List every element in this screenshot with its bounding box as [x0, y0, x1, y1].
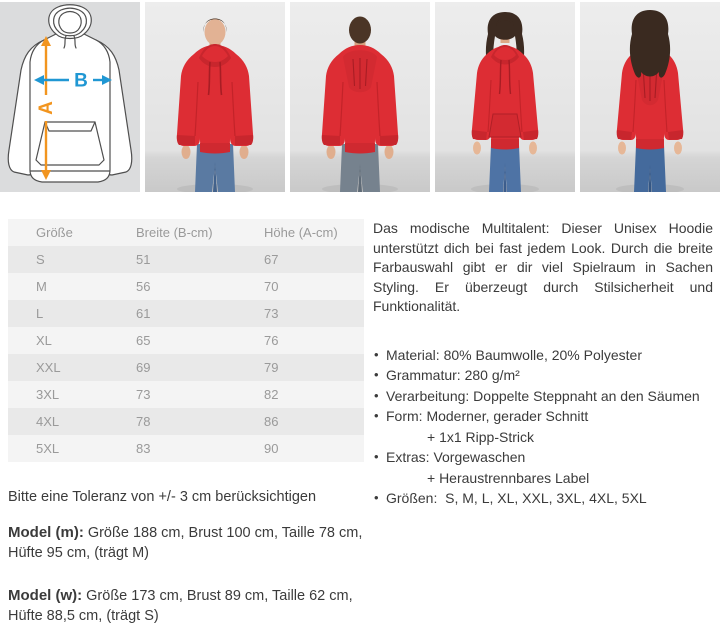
model-w-note: [8, 586, 364, 626]
hem-band: [491, 139, 519, 150]
feature-list: [373, 345, 713, 509]
model-m-text: Größe 188 cm, Brust 100 cm, Taille 78 cm, Hüfte 95 cm, (trägt M): [8, 525, 363, 561]
model-photo-woman-back[interactable]: [580, 2, 720, 192]
feature-extras-sub: + Heraustrennbares Label: [427, 469, 590, 486]
size-table: [8, 219, 364, 462]
model-w-text: Größe 173 cm, Brust 89 cm, Taille 62 cm, Hüfte 88,5 cm, (trägt S): [8, 588, 353, 624]
size-row-4xl: 4XL 78 86: [8, 408, 364, 435]
woman-front-photo: [435, 2, 575, 192]
size-row-3xl: 3XL 73 82: [8, 381, 364, 408]
model-photo-man-front[interactable]: [145, 2, 285, 192]
feature-form-sub: + 1x1 Ripp-Strick: [427, 428, 534, 445]
product-image-gallery: [0, 0, 720, 192]
model-photo-woman-front[interactable]: [435, 2, 575, 192]
size-row-s: S 51 67: [8, 246, 364, 273]
feature-verarbeitung: • Verarbeitung: Doppelte Steppnaht an den Säumen: [373, 386, 713, 407]
feature-grammatur: • Grammatur: 280 g/m²: [373, 365, 713, 386]
size-row-5xl: 5XL 83 90: [8, 435, 364, 462]
face: [205, 19, 226, 45]
label-b: B: [74, 70, 88, 92]
man-front-photo: [145, 2, 285, 192]
description-column: [373, 219, 713, 626]
left-cuff: [322, 135, 340, 145]
right-cuff: [235, 135, 253, 145]
hem-band: [636, 139, 664, 150]
man-back-photo: [290, 2, 430, 192]
model-w-label: Model (w):: [8, 587, 83, 604]
hem-band: [200, 143, 230, 154]
size-diagram-image[interactable]: [0, 2, 140, 192]
feature-form: • Form: Moderner, gerader Schnitt + 1x1 Ripp-Strick: [373, 406, 713, 447]
woman-back-photo: [580, 2, 720, 192]
model-m-label: Model (m):: [8, 524, 84, 541]
hoodie-measurement-diagram: [0, 2, 140, 192]
size-row-m: M 56 70: [8, 273, 364, 300]
left-cuff: [177, 135, 195, 145]
hair-back: [349, 17, 371, 44]
product-description: Das modische Multitalent: Dieser Unisex Hoodie unterstützt dich bei fast jedem Look. Durch die breite Farbauswahl gibt er dir viel Spielraum in Sachen Styling. Er überzeugt durch Stilsicherheit und Funktionalität.: [373, 220, 713, 314]
size-info-column: [8, 219, 364, 626]
feature-material: • Material: 80% Baumwolle, 20% Polyester: [373, 345, 713, 366]
size-row-xxl: XXL 69 79: [8, 354, 364, 381]
tolerance-note: Bitte eine Toleranz von +/- 3 cm berücksichtigen: [8, 489, 317, 505]
hem-band: [345, 143, 375, 154]
hair-long: [630, 10, 670, 78]
product-info-section: [0, 219, 720, 626]
size-row-xl: XL 65 76: [8, 327, 364, 354]
size-table-header-row: [8, 219, 364, 246]
pocket: [489, 114, 521, 137]
size-row-l: L 61 73: [8, 300, 364, 327]
col-header-hoehe: Höhe (A-cm): [264, 225, 338, 240]
label-a: A: [36, 101, 57, 115]
feature-extras: • Extras: Vorgewaschen + Heraustrennbares Label: [373, 447, 713, 488]
col-header-breite: Breite (B-cm): [136, 225, 213, 240]
col-header-groesse: Größe: [36, 225, 73, 240]
right-cuff: [380, 135, 398, 145]
model-m-note: [8, 523, 364, 563]
model-photo-man-back[interactable]: [290, 2, 430, 192]
feature-groessen: • Größen: S, M, L, XL, XXL, 3XL, 4XL, 5XL: [373, 488, 713, 509]
